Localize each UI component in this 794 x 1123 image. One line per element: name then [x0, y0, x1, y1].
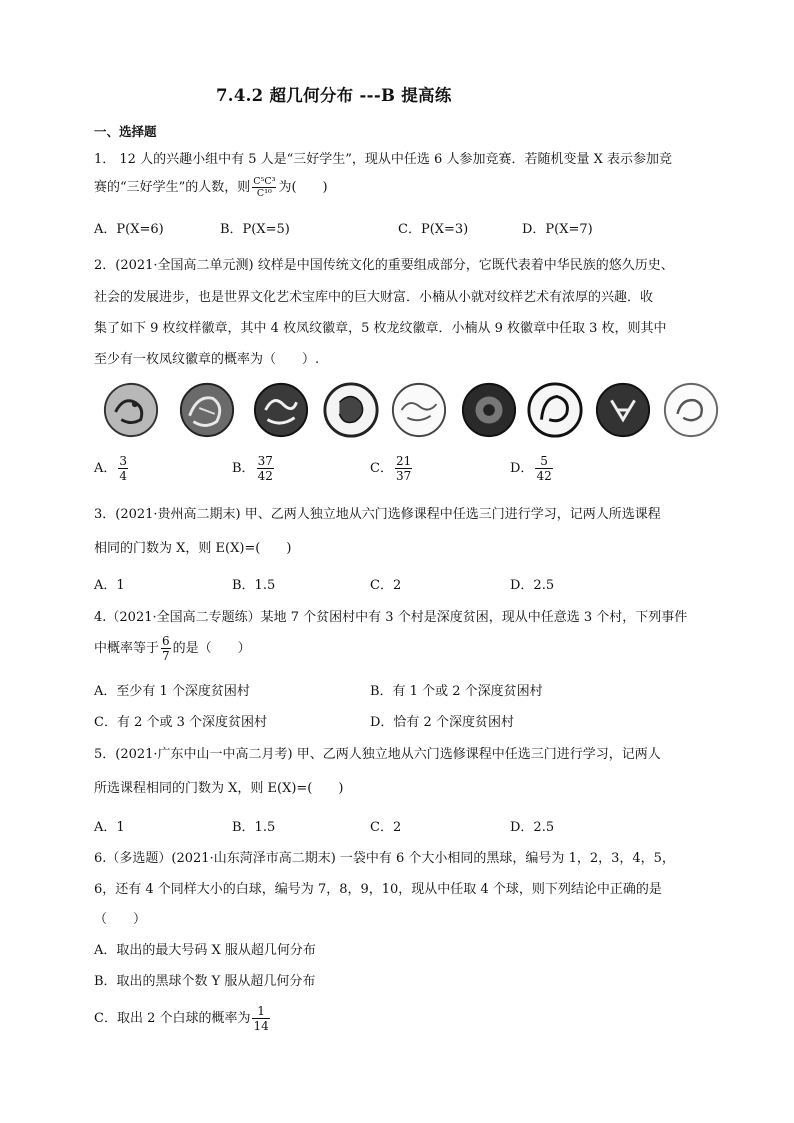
- q1-line2-pre: 赛的“三好学生”的人数，则: [94, 180, 251, 195]
- q1-line2: [94, 176, 328, 199]
- q3-option-b[interactable]: B．1.5: [232, 578, 276, 593]
- q4-line2-pre: 中概率等于: [94, 641, 160, 656]
- q2-c-den: 37: [395, 469, 412, 483]
- q2-line1: 2．(2021·全国高二单元测) 纹样是中国传统文化的重要组成部分，它既代表着中华民族的悠久历史、: [94, 258, 674, 273]
- q1-fraction: [252, 176, 276, 199]
- q1-option-a[interactable]: A．P(X=6): [94, 222, 164, 237]
- q5-option-b[interactable]: B．1.5: [232, 820, 276, 835]
- q6-option-c-fraction: [252, 1004, 269, 1033]
- phoenix-badge-4: [594, 380, 652, 440]
- q6-option-c[interactable]: [94, 1004, 272, 1033]
- q2-option-b-label: B．: [232, 461, 255, 476]
- q5-option-d[interactable]: D．2.5: [510, 820, 555, 835]
- q6-line2: 6，还有 4 个同样大小的白球，编号为 7，8，9，10，现从中任取 4 个球，则下列结论中正确的是: [94, 882, 662, 897]
- q6-option-a[interactable]: A．取出的最大号码 X 服从超几何分布: [94, 943, 316, 958]
- q4-frac-den: 7: [162, 649, 170, 663]
- q2-d-den: 42: [536, 469, 552, 483]
- q1-option-b[interactable]: B．P(X=5): [220, 222, 290, 237]
- q2-line2: 社会的发展进步，也是世界文化艺术宝库中的巨大财富．小楠从小就对纹样艺术有浓厚的兴趣．收: [94, 290, 654, 305]
- q2-c-num: 21: [395, 454, 412, 468]
- dragon-badge-2: [322, 380, 380, 440]
- q3-option-d[interactable]: D．2.5: [510, 578, 555, 593]
- q4-line1: 4.（2021·全国高二专题练）某地 7 个贫困村中有 3 个村是深度贫困，现从中任意选 3 个村，下列事件: [94, 610, 688, 625]
- q2-option-a[interactable]: [94, 454, 130, 483]
- q6-line1: 6.（多选题）(2021·山东菏泽市高二期末) 一袋中有 6 个大小相同的黑球，编号为 1，2，3，4，5，: [94, 851, 675, 866]
- q3-line2: 相同的门数为 X，则 E(X)=( ): [94, 541, 292, 556]
- dragon-badge-3: [390, 380, 448, 440]
- q1-line1: 1． 12 人的兴趣小组中有 5 人是“三好学生”，现从中任选 6 人参加竞赛．若随机变量 X 表示参加竞: [94, 152, 672, 167]
- q2-d-num: 5: [535, 454, 552, 469]
- q4-option-c[interactable]: C．有 2 个或 3 个深度贫困村: [94, 715, 268, 730]
- dragon-badge-4: [460, 380, 518, 440]
- q2-b-den: 42: [257, 469, 273, 483]
- q6-option-c-text: C．取出 2 个白球的概率为: [94, 1011, 251, 1026]
- q6-option-b[interactable]: B．取出的黑球个数 Y 服从超几何分布: [94, 974, 316, 989]
- phoenix-badge-2: [178, 380, 236, 440]
- q5-line2: 所选课程相同的门数为 X，则 E(X)=( ): [94, 781, 344, 796]
- q2-option-b-fraction: [257, 454, 274, 483]
- q2-option-c-label: C．: [370, 461, 393, 476]
- q6-c-num: 1: [252, 1004, 269, 1019]
- q4-fraction: [161, 634, 171, 663]
- phoenix-badge-3: [526, 380, 584, 440]
- q3-line1: 3．(2021·贵州高二期末) 甲、乙两人独立地从六门选修课程中任选三门进行学习，记两人所选课程: [94, 507, 661, 522]
- q1-frac-den: C¹⁰: [256, 188, 272, 199]
- q6-c-den: 14: [253, 1019, 269, 1033]
- q5-line1: 5．(2021·广东中山一中高二月考) 甲、乙两人独立地从六门选修课程中任选三门进行学习，记两人: [94, 747, 661, 762]
- q4-frac-num: 6: [162, 634, 170, 648]
- phoenix-badge-1: [102, 380, 160, 440]
- q2-option-a-label: A．: [94, 461, 117, 476]
- q5-option-c[interactable]: C．2: [370, 820, 402, 835]
- q3-option-a[interactable]: A．1: [94, 578, 125, 593]
- section-heading: 一、选择题: [94, 124, 157, 139]
- q2-a-den: 4: [119, 469, 128, 483]
- q1-line2-post: 为( ): [278, 180, 328, 195]
- dragon-badge-5: [662, 380, 720, 440]
- q6-line3: （ ）: [94, 912, 147, 927]
- q4-option-d[interactable]: D．恰有 2 个深度贫困村: [370, 715, 514, 730]
- q2-option-d-fraction: [535, 454, 552, 483]
- q4-line2-post: 的是（ ）: [172, 641, 251, 656]
- q2-option-d-label: D．: [510, 461, 534, 476]
- q2-option-d[interactable]: [510, 454, 555, 483]
- q2-b-num: 37: [257, 454, 273, 468]
- q2-a-num: 3: [119, 454, 128, 468]
- q1-option-d[interactable]: D．P(X=7): [522, 222, 593, 237]
- q4-option-a[interactable]: A．至少有 1 个深度贫困村: [94, 684, 250, 699]
- badge-images: [102, 380, 728, 446]
- q4-line2: [94, 634, 251, 663]
- q2-option-c-fraction: [395, 454, 412, 483]
- page-title: 7.4.2 超几何分布 ---B 提高练: [216, 86, 452, 105]
- q2-option-a-fraction: [118, 454, 128, 483]
- q1-frac-num: C⁵C³: [253, 176, 276, 187]
- q1-option-c[interactable]: C．P(X=3): [398, 222, 469, 237]
- q3-option-c[interactable]: C．2: [370, 578, 402, 593]
- q2-line4: 至少有一枚凤纹徽章的概率为（ ）.: [94, 352, 320, 367]
- q5-option-a[interactable]: A．1: [94, 820, 125, 835]
- dragon-badge-1: [252, 380, 310, 440]
- q4-option-b[interactable]: B．有 1 个或 2 个深度贫困村: [370, 684, 543, 699]
- q2-option-c[interactable]: [370, 454, 414, 483]
- q2-option-b[interactable]: [232, 454, 276, 483]
- q2-line3: 集了如下 9 枚纹样徽章，其中 4 枚凤纹徽章，5 枚龙纹徽章．小楠从 9 枚徽章中任取 3 枚，则其中: [94, 321, 667, 336]
